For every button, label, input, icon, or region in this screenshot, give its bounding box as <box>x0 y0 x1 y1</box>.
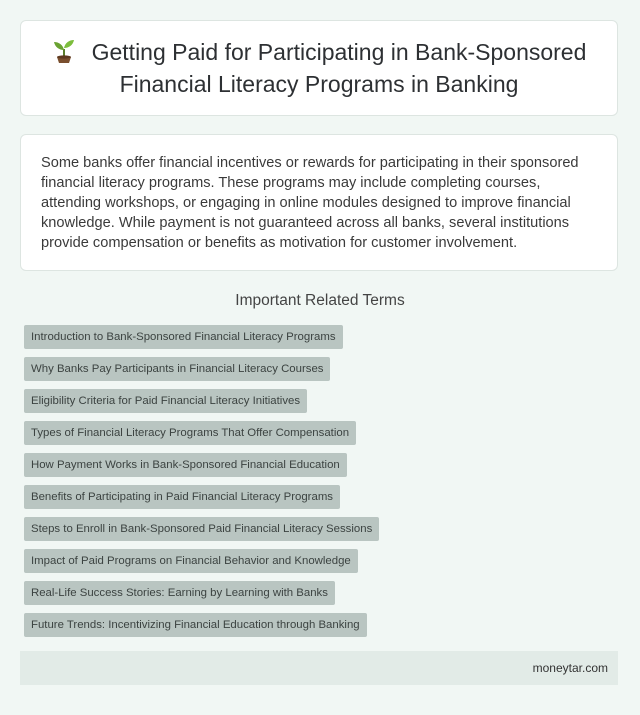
footer <box>20 651 618 685</box>
related-term-tag[interactable]: Benefits of Participating in Paid Financial Literacy Programs <box>24 485 340 509</box>
sprout-icon <box>52 38 76 64</box>
related-term-tag[interactable]: Introduction to Bank-Sponsored Financial Literacy Programs <box>24 325 343 349</box>
summary-card <box>20 134 618 271</box>
page-title-text: Getting Paid for Participating in Bank-Sponsored Financial Literacy Programs in Banking <box>91 39 587 97</box>
related-terms-list <box>24 325 624 645</box>
related-term-tag[interactable]: Types of Financial Literacy Programs That Offer Compensation <box>24 421 356 445</box>
related-term-tag[interactable]: Impact of Paid Programs on Financial Behavior and Knowledge <box>24 549 358 573</box>
title-card <box>20 20 618 116</box>
related-term-tag[interactable]: Future Trends: Incentivizing Financial Education through Banking <box>24 613 367 637</box>
page-title <box>39 36 599 100</box>
related-term-tag[interactable]: Steps to Enroll in Bank-Sponsored Paid Financial Literacy Sessions <box>24 517 379 541</box>
related-term-tag[interactable]: Why Banks Pay Participants in Financial Literacy Courses <box>24 357 330 381</box>
related-term-tag[interactable]: How Payment Works in Bank-Sponsored Financial Education <box>24 453 347 477</box>
summary-text: Some banks offer financial incentives or rewards for participating in their sponsored financial literacy programs. These programs may include completing courses, attending workshops, or engaging in online modules designed to improve financial knowledge. While payment is not guaranteed across all banks, several institutions provide compensation or benefits as motivation for customer involvement. <box>41 155 579 251</box>
related-terms-heading: Important Related Terms <box>235 292 405 309</box>
footer-site-name[interactable]: moneytar.com <box>532 661 608 675</box>
related-term-tag[interactable]: Real-Life Success Stories: Earning by Learning with Banks <box>24 581 335 605</box>
related-term-tag[interactable]: Eligibility Criteria for Paid Financial Literacy Initiatives <box>24 389 307 413</box>
